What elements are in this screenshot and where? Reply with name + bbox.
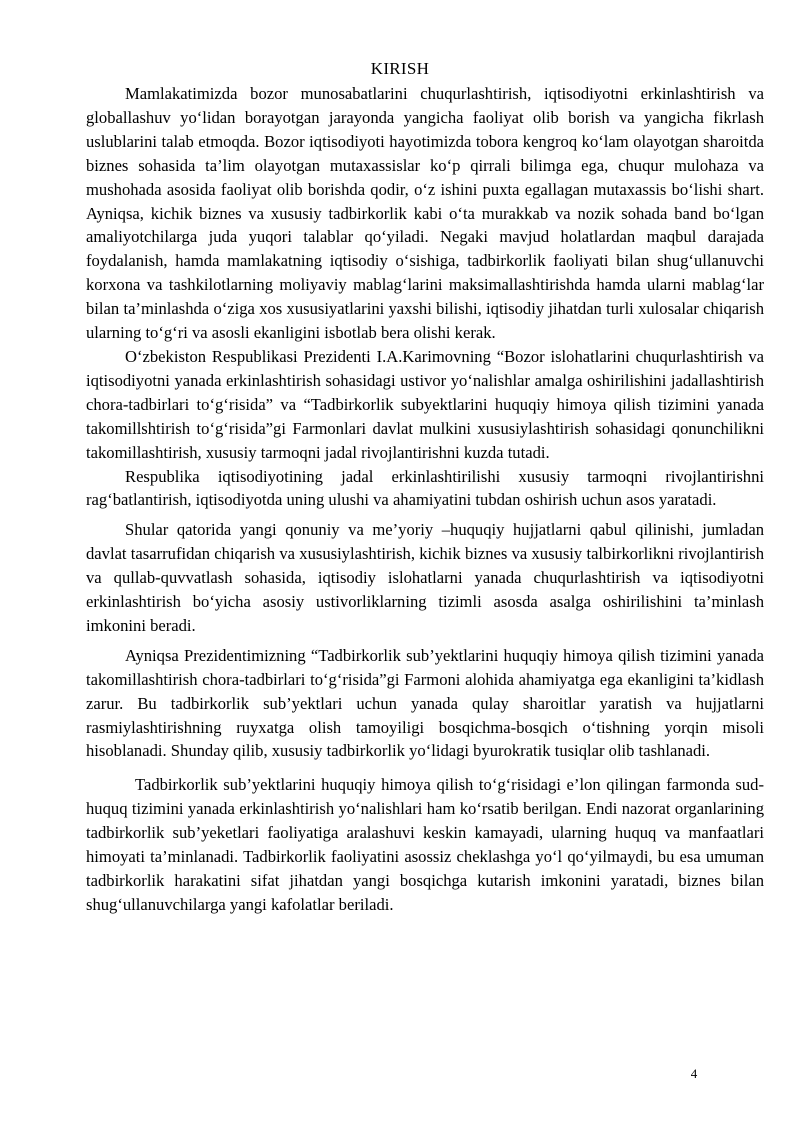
paragraph: Mamlakatimizda bozor munosabatlarini chuqurlashtirish, iqtisodiyotni erkinlashtirish va globallashuv yo‘lidan borayotgan jarayonda yangicha faoliyat olib borish va yangicha fikrlash uslublarini talab etmoqda. Bozor iqtisodiyoti hayotimizda tobora kengroq ko‘lam olayotgan sharoitda biznes sohasida ta’lim olayotgan mutaxassislar ko‘p qirrali bilimga ega, chuqur mulohaza va mushohada asosida faoliyat olib borishda qodir, o‘z ishini puxta egallagan mutaxassis bo‘lishi shart. Ayniqsa, kichik biznes va xususiy tadbirkorlik kabi o‘ta murakkab va nozik sohada band bo‘lgan amaliyotchilarga juda yuqori talablar qo‘yiladi. Negaki mavjud holatlardan maqbul darajada foydalanish, hamda mamlakatning iqtisodiy o‘sishiga, tadbirkorlik faoliyati bilan shug‘ullanuvchi korxona va tashkilotlarning moliyaviy mablag‘larini maksimallashtirishda hamda ularni mablag‘lar bilan ta’minlashda o‘ziga xos xususiyatlarini yaxshi bilishi, iqtisodiy jihatdan turli xulosalar chiqarish ularning to‘g‘ri va asosli ekanligini isbotlab bera olishi kerak. xyxy=(86,84,764,343)
paragraph: Respublika iqtisodiyotining jadal erkinlashtirilishi xususiy tarmoqni rivojlantirishni rag‘batlantirish, iqtisodiyotda uning ulushi va ahamiyatini tubdan oshirish uchun asos yaratadi. xyxy=(86,466,764,510)
body-text xyxy=(86,82,764,917)
paragraph: Shular qatorida yangi qonuniy va me’yoriy –huquqiy hujjatlarni qabul qilinishi, jumladan davlat tasarrufidan chiqarish va xususiylashtirish, kichik biznes va xususiy talbirkorlikni rivojlantirish va qullab-quvvatlash sohasida, iqtisodiy islohatlarni yanada chuqurlashtirish va iqtisodiyotni erkinlashtirish bo‘yicha asosiy ustivorliklarning tizimli asosda asalga oshirilishini ta’minlash imkonini beradi. xyxy=(86,520,764,635)
page-number: 4 xyxy=(690,1066,698,1081)
paragraph: Ayniqsa Prezidentimizning “Tadbirkorlik sub’yektlarini huquqiy himoya qilish tizimini yanada takomillashtirish chora-tadbirlari to‘g‘risida”gi Farmoni alohida ahamiyatga ega ekanligini ta’kidlash zarur. Bu tadbirkorlik sub’yektlari uchun yanada qulay sharoitlar yaratish va hujjatlarni rasmiylashtirishning ruyxatga olish tamoyiligi bosqichma-bosqich o‘tishning yorqin misoli hisoblanadi. Shunday qilib, xususiy tadbirkorlik yo‘lidagi byurokratik tusiqlar olib tashlanadi. xyxy=(86,645,764,761)
paragraph: Tadbirkorlik sub’yektlarini huquqiy himoya qilish to‘g‘risidagi e’lon qilingan farmonda sud-huquq tizimini yanada erkinlashtirish yo‘nalishlari ham ko‘rsatib berilgan. Endi nazorat organlarining tadbirkorlik sub’yeketlari faoliyatiga aralashuvi keskin kamayadi, ularning huquq va manfaatlari himoyati ta’minlanadi. Tadbirkorlik faoliyatini asossiz cheklashga yo‘l qo‘yilmaydi, bu esa umuman tadbirkorlik harakatini sifat jihatdan yangi bosqichga kutarish imkonini yaratadi, biznes bilan shug‘ullanuvchilarga yangi kafolatlar beriladi. xyxy=(86,775,764,914)
paragraph: O‘zbekiston Respublikasi Prezidenti I.A.Karimovning “Bozor islohatlarini chuqurlashtirish va iqtisodiyotni yanada erkinlashtirish sohasidagi ustivor yo‘nalishlar amalga oshirilishini jadallashtirish chora-tadbirlari to‘g‘risida” va “Tadbirkorlik subyektlarini huquqiy himoya qilish tizimini yanada takomillshtirish to‘g‘risida”gi Farmonlari davlat mulkini xususiylashtirish sohasidagi qonunchilikni takomillashtirish, xususiy tarmoqni jadal rivojlantirishni kuzda tutadi. xyxy=(86,346,764,462)
page-title: KIRISH xyxy=(370,59,430,78)
